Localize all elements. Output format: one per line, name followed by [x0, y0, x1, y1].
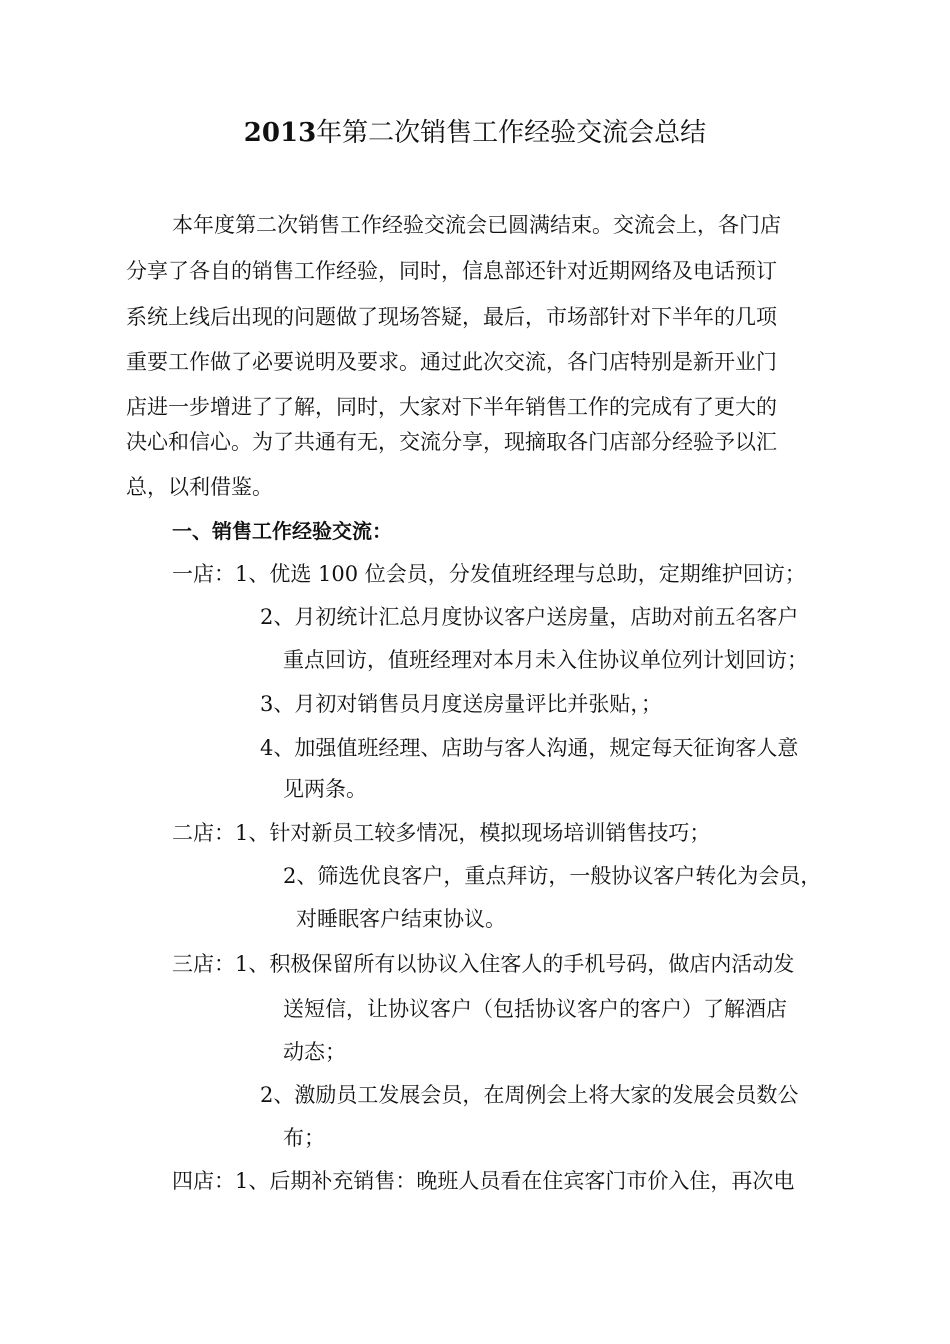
intro-line: 分享了各自的销售工作经验，同时，信息部还针对近期网络及电话预订: [126, 259, 777, 283]
store1-line: 一店：1、优选 100 位会员，分发值班经理与总助，定期维护回访；: [172, 562, 806, 586]
store2-line: 二店：1、针对新员工较多情况，模拟现场培训销售技巧；: [172, 821, 711, 845]
store3-line: 送短信，让协议客户（包括协议客户的客户）了解酒店: [283, 997, 787, 1021]
store3-line: 布；: [283, 1126, 325, 1150]
section-heading: 一、销售工作经验交流：: [172, 519, 392, 543]
store1-line: 3、月初对销售员月度送房量评比并张贴，；: [260, 692, 662, 716]
intro-line: 总，以利借鉴。: [126, 475, 273, 499]
intro-line: 重要工作做了必要说明及要求。通过此次交流，各门店特别是新开业门: [126, 350, 777, 374]
store3-line: 三店：1、积极保留所有以协议入住客人的手机号码，做店内活动发: [172, 952, 795, 976]
store1-line: 见两条。: [283, 777, 367, 801]
intro-line: 系统上线后出现的问题做了现场答疑，最后，市场部针对下半年的几项: [126, 305, 777, 329]
store3-line: 2、激励员工发展会员，在周例会上将大家的发展会员数公: [260, 1083, 799, 1107]
store2-line: 2、筛选优良客户，重点拜访，一般协议客户转化为会员，: [283, 864, 822, 888]
intro-line: 决心和信心。为了共通有无，交流分享，现摘取各门店部分经验予以汇: [126, 430, 777, 454]
intro-line: 本年度第二次销售工作经验交流会已圆满结束。交流会上，各门店: [172, 213, 781, 237]
title-text: 年第二次销售工作经验交流会总结: [316, 118, 707, 148]
intro-line: 店进一步增进了了解，同时，大家对下半年销售工作的完成有了更大的: [126, 395, 777, 419]
store3-line: 动态；: [283, 1040, 346, 1064]
title-year: 2013: [243, 118, 317, 148]
store1-line: 2、月初统计汇总月度协议客户送房量，店助对前五名客户: [260, 605, 799, 629]
store1-line: 4、加强值班经理、店助与客人沟通，规定每天征询客人意: [260, 736, 799, 760]
store1-line: 重点回访，值班经理对本月未入住协议单位列计划回访；: [283, 648, 808, 672]
store4-line: 四店：1、后期补充销售：晚班人员看在住宾客门市价入住，再次电: [172, 1169, 795, 1193]
document-title: [0, 116, 950, 150]
store2-line: 对睡眠客户结束协议。: [296, 907, 506, 931]
